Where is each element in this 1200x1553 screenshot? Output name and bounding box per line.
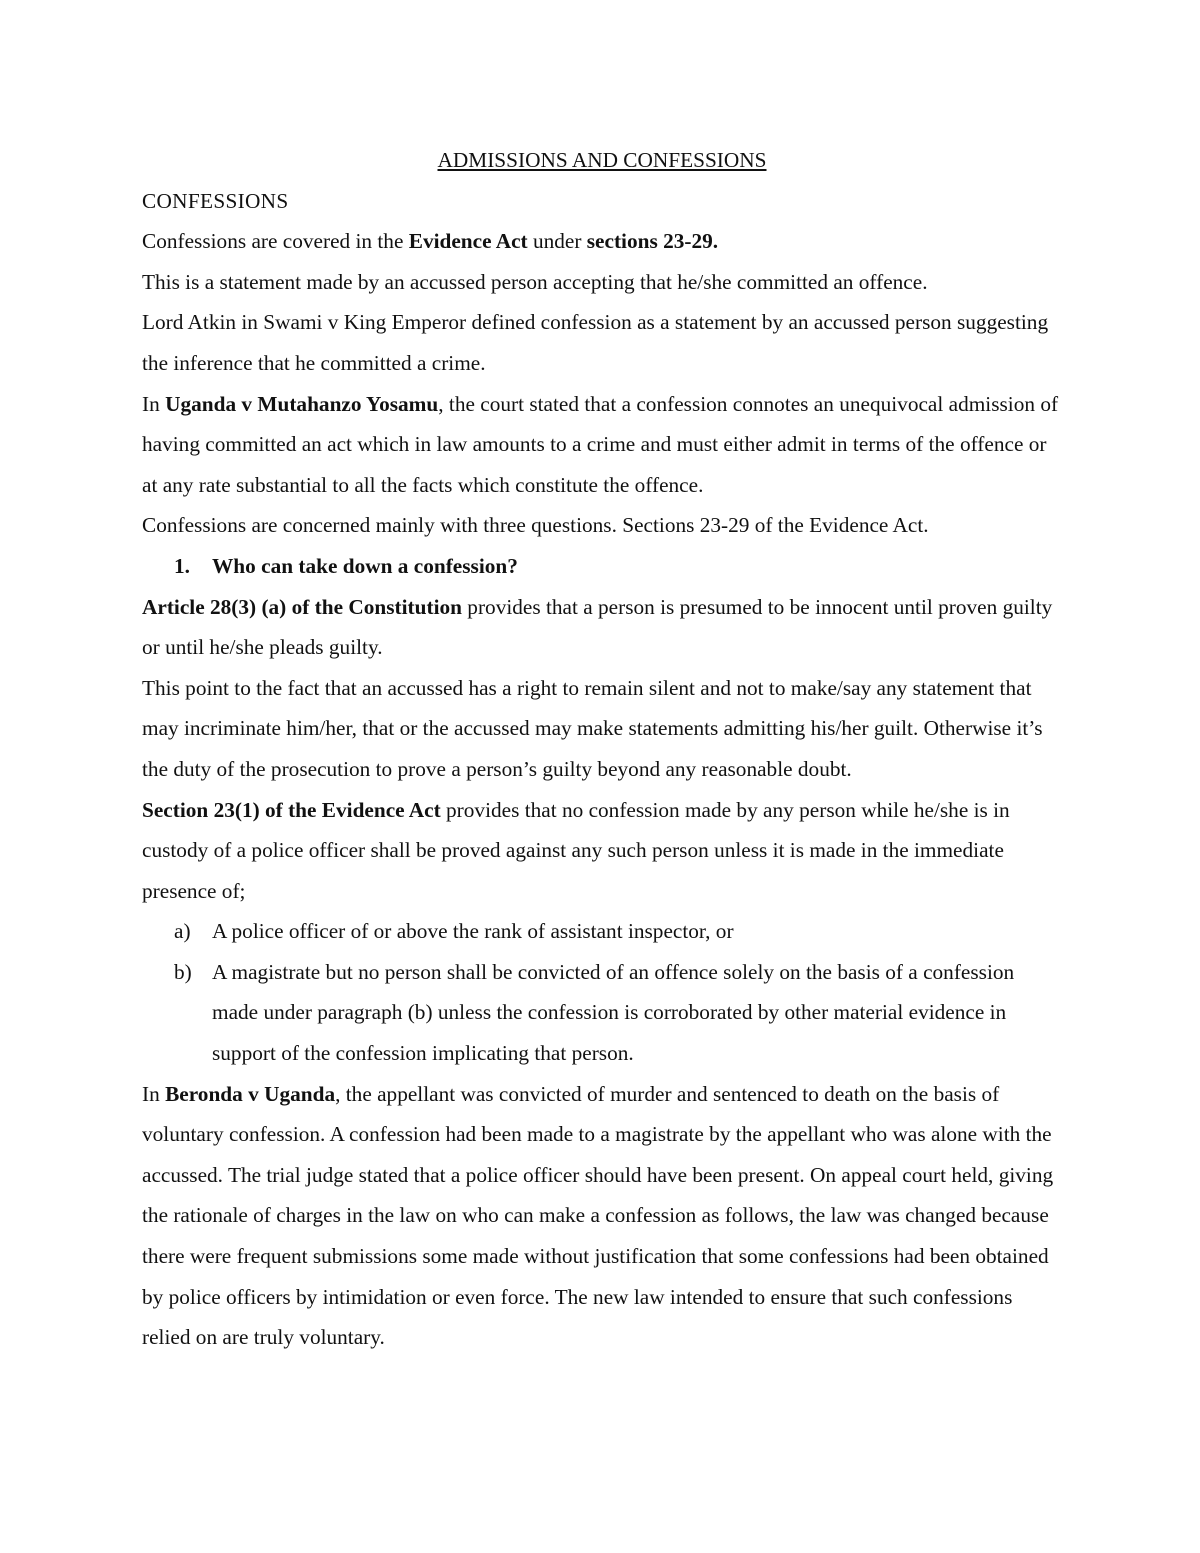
paragraph-lord-atkin: Lord Atkin in Swami v King Emperor defined confession as a statement by an accussed person suggesting the inference that he committed a crime. [142,310,1049,375]
paragraph-definition: This is a statement made by an accussed person accepting that he/she committed an offence. [142,269,928,294]
text-span: , the court stated that a confession connotes an unequivocal admission of having committed an act which in law amounts to a crime and must either admit in terms of the offence or at any rate substantial to all the facts which constitute the offence. [142,391,1059,497]
document-page [142,140,1062,1358]
list-marker: b) [174,959,192,984]
section-heading-confessions: CONFESSIONS [142,188,289,213]
paragraph-section-23 [142,790,1062,912]
bold-section: Section 23(1) of the Evidence Act [142,797,441,822]
paragraph-article-28 [142,587,1062,668]
bold-sections: sections 23-29. [586,229,719,254]
bold-case-name: Beronda v Uganda [165,1081,336,1106]
list-number: 1. [174,553,190,578]
paragraph-three-questions: Confessions are concerned mainly with three questions. Sections 23-29 of the Evidence Act. [142,513,929,538]
list-marker: a) [174,919,191,944]
text-span: provides that a person is presumed to be innocent until proven guilty or until he/she pleads guilty. [142,594,1053,660]
text-span: provides that no confession made by any person while he/she is in custody of a police officer shall be proved against any such person unless it is made in the immediate presence of; [142,797,1010,903]
paragraph-beronda [142,1074,1062,1358]
bold-case-name: Uganda v Mutahanzo Yosamu [165,391,439,416]
paragraph-evidence-act [142,221,1062,262]
bold-evidence-act: Evidence Act [408,229,528,254]
text-span: In [142,1081,166,1106]
text-span: In [142,391,166,416]
list-item-b [142,952,1062,1074]
document-title: ADMISSIONS AND CONFESSIONS [437,148,767,172]
text-span: Confessions are covered in the [142,229,409,254]
paragraph-mutahanzo [142,384,1062,506]
bold-article: Article 28(3) (a) of the Constitution [142,594,462,619]
numbered-item-1 [142,546,1062,587]
list-item-text: A magistrate but no person shall be convicted of an offence solely on the basis of a confession made under paragraph (b) unless the confession is corroborated by other material evidence in support of the confession implicating that person. [212,959,1015,1066]
list-text: Who can take down a confession? [212,553,518,578]
list-item-a [142,911,1062,952]
paragraph-right-to-silence: This point to the fact that an accussed has a right to remain silent and not to make/say any statement that may incriminate him/her, that or the accussed may make statements admitting his/her guilt. Otherwise it’s the duty of the prosecution to prove a person’s guilty beyond any reasonable doubt. [142,675,1043,781]
text-span: under [527,229,587,254]
text-span: , the appellant was convicted of murder and sentenced to death on the basis of voluntary confession. A confession had been made to a magistrate by the appellant who was alone with the accussed. The trial judge stated that a police officer should have been present. On appeal court held, giving the rationale of charges in the law on who can make a confession as follows, the law was changed because there were frequent submissions some made without justification that some confessions had been obtained by police officers by intimidation or even force. The new law intended to ensure that such confessions relied on are truly voluntary. [142,1081,1054,1350]
list-item-text: A police officer of or above the rank of assistant inspector, or [212,919,734,944]
